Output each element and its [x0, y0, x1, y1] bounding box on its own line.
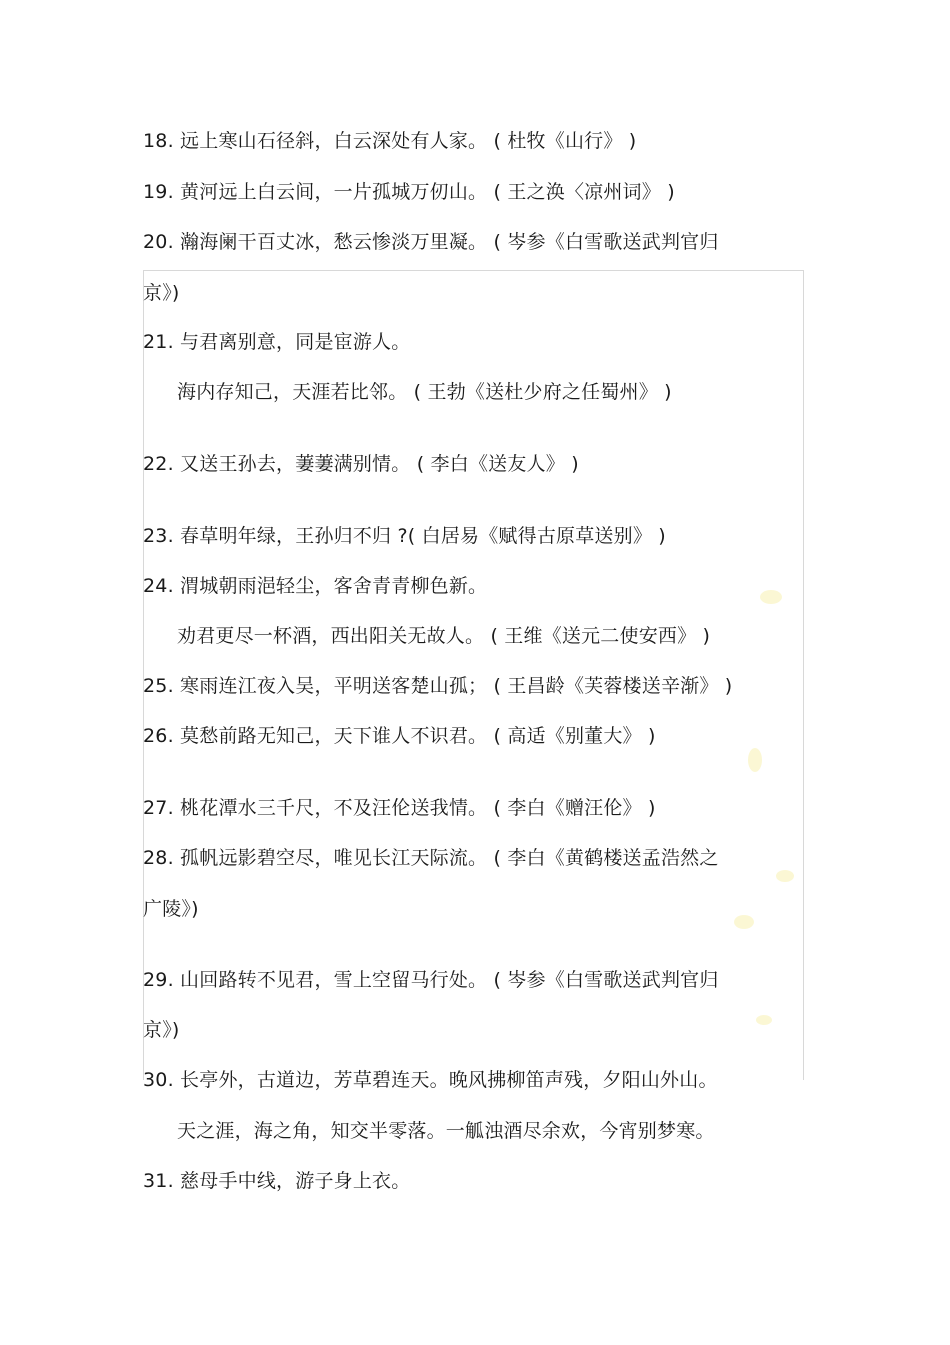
poem-line-30-continued: 天之涯，海之角，知交半零落。一觚浊酒尽余欢，今宵别梦寒。 [177, 1120, 715, 1142]
poem-line-27: 27. 桃花潭水三千尺，不及汪伦送我情。 ( 李白《赠汪伦》 ) [143, 797, 656, 819]
poem-line-18: 18. 远上寒山石径斜，白云深处有人家。 ( 杜牧《山行》 ) [143, 130, 637, 152]
poem-line-22: 22. 又送王孙去，萋萋满别情。 ( 李白《送友人》 ) [143, 453, 579, 475]
poem-line-19: 19. 黄河远上白云间，一片孤城万仞山。 ( 王之涣〈凉州词》 ) [143, 181, 675, 203]
poem-line-20-continued: 京》) [143, 282, 180, 304]
background-speck [756, 1015, 772, 1025]
poem-line-21-continued: 海内存知己，天涯若比邻。 ( 王勃《送杜少府之任蜀州》 ) [177, 381, 672, 403]
poem-line-31: 31. 慈母手中线，游子身上衣。 [143, 1170, 411, 1192]
poem-line-25: 25. 寒雨连江夜入吴，平明送客楚山孤； ( 王昌龄《芙蓉楼送辛渐》 ) [143, 675, 733, 697]
poem-line-24-continued: 劝君更尽一杯酒，西出阳关无故人。 ( 王维《送元二使安西》 ) [177, 625, 711, 647]
frame-line-right [803, 270, 804, 1080]
poem-line-28-continued: 广陵》) [143, 898, 199, 920]
poem-line-29: 29. 山回路转不见君，雪上空留马行处。 ( 岑参《白雪歌送武判官归 [143, 969, 719, 991]
poem-line-28: 28. 孤帆远影碧空尽，唯见长江天际流。 ( 李白《黄鹤楼送孟浩然之 [143, 847, 719, 869]
poem-line-29-continued: 京》) [143, 1019, 180, 1041]
poem-line-23: 23. 春草明年绿，王孙归不归 ?( 白居易《赋得古原草送别》 ) [143, 525, 666, 547]
background-speck [760, 590, 782, 604]
frame-line-top [143, 270, 804, 271]
poem-line-21: 21. 与君离别意，同是宦游人。 [143, 331, 411, 353]
background-speck [748, 748, 762, 772]
poem-line-24: 24. 渭城朝雨浥轻尘，客舍青青柳色新。 [143, 575, 488, 597]
background-speck [776, 870, 794, 882]
poem-line-20: 20. 瀚海阑干百丈冰，愁云惨淡万里凝。 ( 岑参《白雪歌送武判官归 [143, 231, 719, 253]
poem-line-26: 26. 莫愁前路无知己，天下谁人不识君。 ( 高适《别董大》 ) [143, 725, 656, 747]
background-speck [734, 915, 754, 929]
poem-line-30: 30. 长亭外，古道边，芳草碧连天。晚风拂柳笛声残，夕阳山外山。 [143, 1069, 718, 1091]
